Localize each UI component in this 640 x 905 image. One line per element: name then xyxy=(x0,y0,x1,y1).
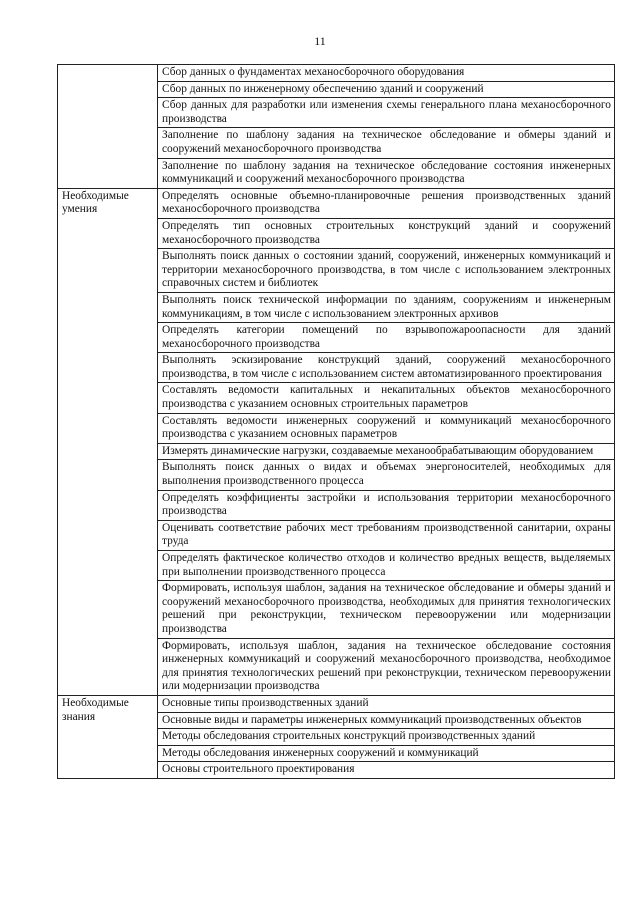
page-number: 11 xyxy=(314,34,326,48)
table-item-cell: Составлять ведомости капитальных и некапитальных объектов механосборочного производства с указанием основных строительных параметров xyxy=(158,383,615,413)
table-item-cell: Выполнять поиск данных о видах и объемах энергоносителей, необходимых для выполнения производственного процесса xyxy=(158,460,615,490)
table-item-cell: Определять категории помещений по взрывопожароопасности для зданий механосборочного производства xyxy=(158,323,615,353)
table-item-cell: Методы обследования строительных конструкций производственных зданий xyxy=(158,729,615,746)
table-item-cell: Измерять динамические нагрузки, создаваемые механообрабатывающим оборудованием xyxy=(158,443,615,460)
section-title-cell: Необходимые умения xyxy=(58,188,158,695)
table-item-cell: Основные виды и параметры инженерных коммуникаций производственных объектов xyxy=(158,712,615,729)
section-title-cell xyxy=(58,65,158,189)
table-item-cell: Заполнение по шаблону задания на техническое обследование и обмеры зданий и сооружений механосборочного производства xyxy=(158,128,615,158)
table-item-cell: Сбор данных для разработки или изменения схемы генерального плана механосборочного производства xyxy=(158,98,615,128)
table-item-cell: Определять основные объемно-планировочные решения производственных зданий механосборочного производства xyxy=(158,188,615,218)
table-item-cell: Составлять ведомости инженерных сооружений и коммуникаций механосборочного производства с указанием основных параметров xyxy=(158,413,615,443)
table-item-cell: Оценивать соответствие рабочих мест требованиям производственной санитарии, охраны труда xyxy=(158,520,615,550)
table-row xyxy=(58,188,615,218)
table-item-cell: Сбор данных по инженерному обеспечению зданий и сооружений xyxy=(158,81,615,98)
table-item-cell: Выполнять эскизирование конструкций зданий, сооружений механосборочного производства, в том числе с использованием систем автоматизированного проектирования xyxy=(158,353,615,383)
table-item-cell: Формировать, используя шаблон, задания на техническое обследование и обмеры зданий и сооружений механосборочного производства, необходимых для принятия технологических решений при реконструкции, техническом перевооружении или модернизации производства xyxy=(158,581,615,638)
table-item-cell: Выполнять поиск данных о состоянии зданий, сооружений, инженерных коммуникаций и территории механосборочного производства, в том числе с использованием электронных справочных систем и библиотек xyxy=(158,249,615,293)
table-row xyxy=(58,695,615,712)
table-item-cell: Заполнение по шаблону задания на техническое обследование состояния инженерных коммуникаций и сооружений механосборочного производства xyxy=(158,158,615,188)
competence-table xyxy=(57,64,615,779)
table-item-cell: Определять фактическое количество отходов и количество вредных веществ, выделяемых при выполнении производственного процесса xyxy=(158,551,615,581)
section-title-cell: Необходимые знания xyxy=(58,695,158,778)
table-row xyxy=(58,65,615,82)
table-item-cell: Методы обследования инженерных сооружений и коммуникаций xyxy=(158,745,615,762)
table-item-cell: Определять коэффициенты застройки и использования территории механосборочного производства xyxy=(158,490,615,520)
table-item-cell: Определять тип основных строительных конструкций зданий и сооружений механосборочного производства xyxy=(158,218,615,248)
competence-table-body xyxy=(58,65,615,779)
table-item-cell: Выполнять поиск технической информации по зданиям, сооружениям и инженерным коммуникациям, в том числе с использованием электронных архивов xyxy=(158,292,615,322)
table-item-cell: Формировать, используя шаблон, задания на техническое обследование состояния инженерных коммуникаций и сооружений механосборочного производства, необходимое для принятия технологических решений при реконструкции, техническом перевооружении или модернизации производства xyxy=(158,638,615,695)
table-item-cell: Сбор данных о фундаментах механосборочного оборудования xyxy=(158,65,615,82)
table-item-cell: Основы строительного проектирования xyxy=(158,762,615,779)
table-item-cell: Основные типы производственных зданий xyxy=(158,695,615,712)
